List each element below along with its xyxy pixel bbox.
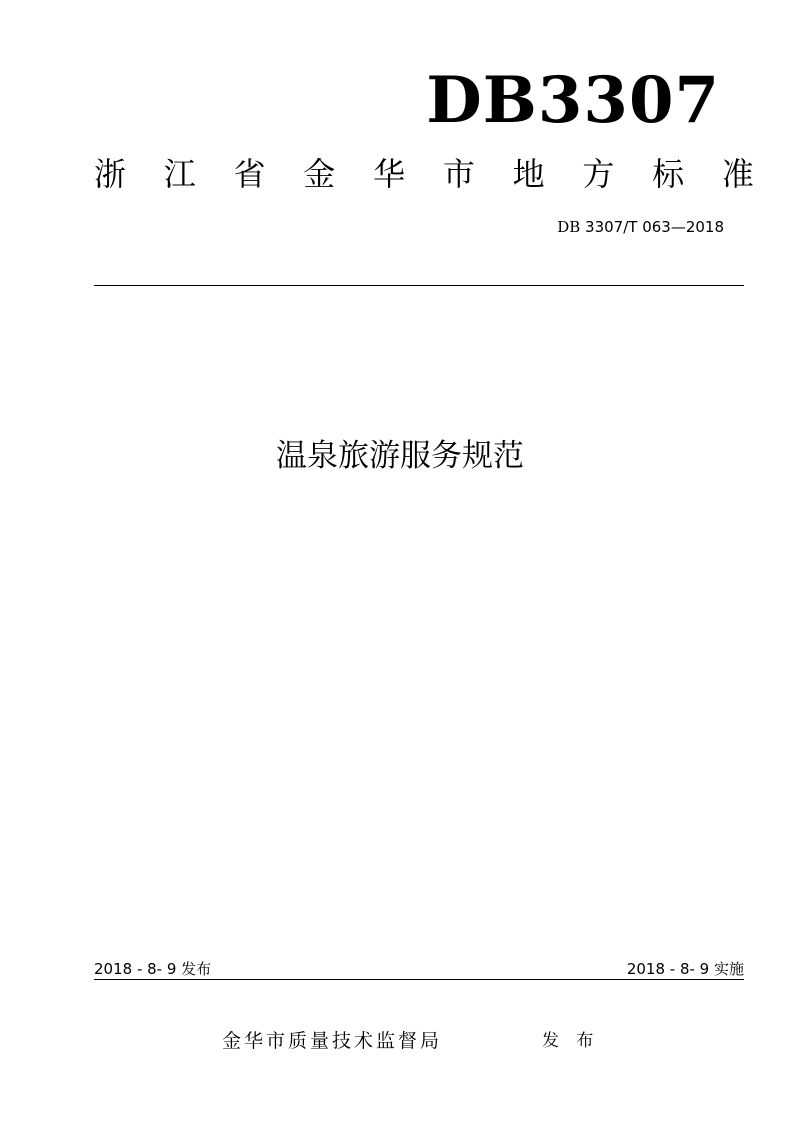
issue-date: 2018 - 8- 9 发布 [94,960,212,978]
bottom-divider [94,979,744,980]
standard-name-char: 地 [512,155,545,193]
standard-name-char: 市 [442,155,475,193]
publish-label: 发 布 [542,1031,600,1051]
document-title: 温泉旅游服务规范 [276,438,524,474]
top-divider [94,285,744,286]
db-code-heading: DB3307 [426,63,720,138]
standard-number-prefix: DB [557,218,581,236]
date-row [94,958,744,980]
standard-name-char: 江 [163,155,196,193]
standard-name [94,152,754,196]
standard-name-char: 省 [233,155,266,193]
standard-name-char: 准 [721,155,754,193]
standard-number [557,216,724,238]
standard-name-char: 标 [652,155,685,193]
implement-date: 2018 - 8- 9 实施 [626,960,744,978]
publisher-name: 金华市质量技术监督局 [222,1030,443,1052]
standard-name-char: 金 [303,155,336,193]
standard-name-char: 浙 [94,155,127,193]
standard-name-char: 华 [373,155,406,193]
standard-number-value: 3307/T 063—2018 [585,218,724,236]
standard-name-char: 方 [582,155,615,193]
